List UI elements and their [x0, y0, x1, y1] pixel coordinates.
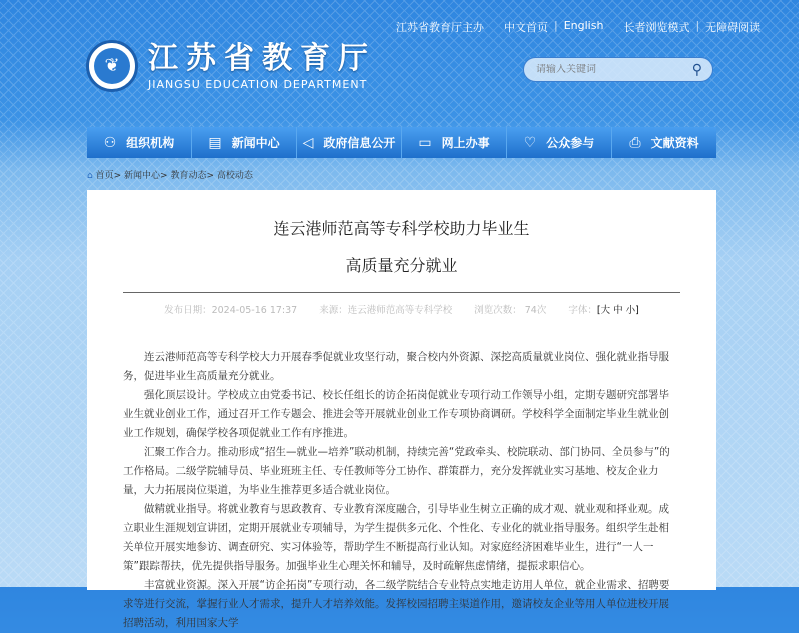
nav-item-news[interactable]: ▤ 新闻中心 — [192, 127, 297, 158]
crumb-news[interactable]: 新闻中心 — [124, 171, 161, 181]
view-count: 浏览次数： 74次 — [474, 305, 547, 316]
source: 来源：连云港师范高等专科学校 — [319, 305, 453, 316]
article-body — [123, 348, 678, 633]
logo-cn: 江苏省教育厅 — [148, 40, 376, 76]
paragraph: 做精就业指导。将就业教育与思政教育、专业教育深度融合，引导毕业生树立正确的成才观、就业观和择业观。成立职业生涯规划宣讲团，定期开展就业专项辅导，为学生提供多元化、个性化、专业化的就业指导服务。组织学生赴相关单位开展实地参访、调查研究、实习体验等，帮助学生不断提高行业认知。对家庭经济困难毕业生，进行“一人一策”跟踪帮扶，优先提供指导服务。加强毕业生心理关怀和辅导，及时疏解焦虑情绪，提振求职信心。 — [123, 503, 669, 572]
emblem-icon: ❦ — [86, 40, 138, 92]
top-links: 江苏省教育厅主办 中文首页 | English 长者浏览模式 | 无障碍阅读 — [396, 19, 761, 34]
font-large[interactable]: 大 — [600, 305, 611, 316]
font-label: 字体： — [568, 305, 597, 316]
nav-item-public[interactable]: ♡ 公众参与 — [507, 127, 612, 158]
search-icon[interactable]: ⚲ — [691, 61, 702, 78]
logo-en: JIANGSU EDUCATION DEPARTMENT — [148, 77, 368, 91]
paragraph: 连云港师范高等专科学校大力开展春季促就业攻坚行动，聚合校内外资源、深挖高质量就业岗位、强化就业指导服务，促进毕业生高质量充分就业。 — [123, 351, 669, 382]
font-medium[interactable]: 中 — [613, 305, 623, 316]
site-logo[interactable] — [86, 40, 376, 92]
accessibility-link[interactable]: 无障碍阅读 — [705, 21, 761, 34]
chinese-home-link[interactable]: 中文首页 — [504, 21, 548, 34]
nav-item-org[interactable]: ⚇ 组织机构 — [87, 127, 192, 158]
org-chart-icon: ⚇ — [103, 134, 117, 151]
crumb-home[interactable]: 首页 — [95, 171, 114, 181]
document-icon: ▤ — [208, 134, 222, 151]
paragraph: 强化顶层设计。学校成立由党委书记、校长任组长的访企拓岗促就业专项行动工作领导小组，定期专题研究部署毕业生就业创业工作，通过召开工作专题会、推进会等开展就业创业工作专项协商调研。学校科学全面制定毕业生就业创业工作规划，确保学校各项促就业工作有序推进。 — [123, 389, 669, 439]
article — [87, 190, 716, 629]
crumb-edu[interactable]: 教育动态 — [170, 171, 207, 181]
divider — [123, 292, 680, 293]
publish-date: 发布日期：2024-05-16 17:37 — [164, 305, 298, 316]
search-input[interactable] — [536, 64, 692, 75]
article-meta: 发布日期：2024-05-16 17:37 来源：连云港师范高等专科学校 浏览次数： 74次 字体：[大 中 小] — [87, 302, 716, 316]
speaker-icon: ◁ — [302, 134, 314, 151]
english-link[interactable]: English — [563, 19, 604, 32]
nav-item-info[interactable]: ◁ 政府信息公开 — [297, 127, 402, 158]
nav-item-docs[interactable]: ⎙ 文献资料 — [629, 134, 699, 151]
sponsor-text: 江苏省教育厅主办 — [396, 21, 484, 34]
crumb-college[interactable]: 高校动态 — [216, 171, 253, 181]
elder-mode-link[interactable]: 长者浏览模式 — [623, 21, 690, 34]
paragraph: 汇聚工作合力。推动形成“招生—就业—培养”联动机制，持续完善“党政牵头、校院联动、部门协同、全员参与”的工作格局。二级学院辅导员、毕业班班主任、专任教师等分工协作、群策群力，充分发挥就业实习基地、校友企业力量，大力拓展岗位渠道，为毕业生推荐更多适合就业岗位。 — [123, 446, 670, 496]
article-title: 连云港师范高等专科学校助力毕业生 高质量充分就业 — [273, 219, 530, 275]
paragraph: 丰富就业资源。深入开展“访企拓岗”专项行动，各二级学院结合专业特点实地走访用人单位，就企业需求、招聘要求等进行交流，掌握行业人才需求，提升人才培养效能。发挥校园招聘主渠道作用，邀请校友企业等用人单位进校开展招聘活动，利用国家大学 — [123, 579, 670, 629]
home-icon: ⌂ — [87, 171, 93, 181]
heart-icon: ♡ — [523, 134, 537, 151]
monitor-icon: ▭ — [418, 134, 432, 151]
main-nav — [87, 127, 716, 158]
printer-icon: ⎙ — [629, 134, 641, 151]
nav-item-online[interactable]: ▭ 网上办事 — [402, 127, 507, 158]
search-box — [523, 57, 713, 82]
font-small[interactable]: 小 — [625, 305, 636, 316]
breadcrumb: ⌂ 首页> 新闻中心> 教育动态> 高校动态 — [87, 171, 253, 181]
